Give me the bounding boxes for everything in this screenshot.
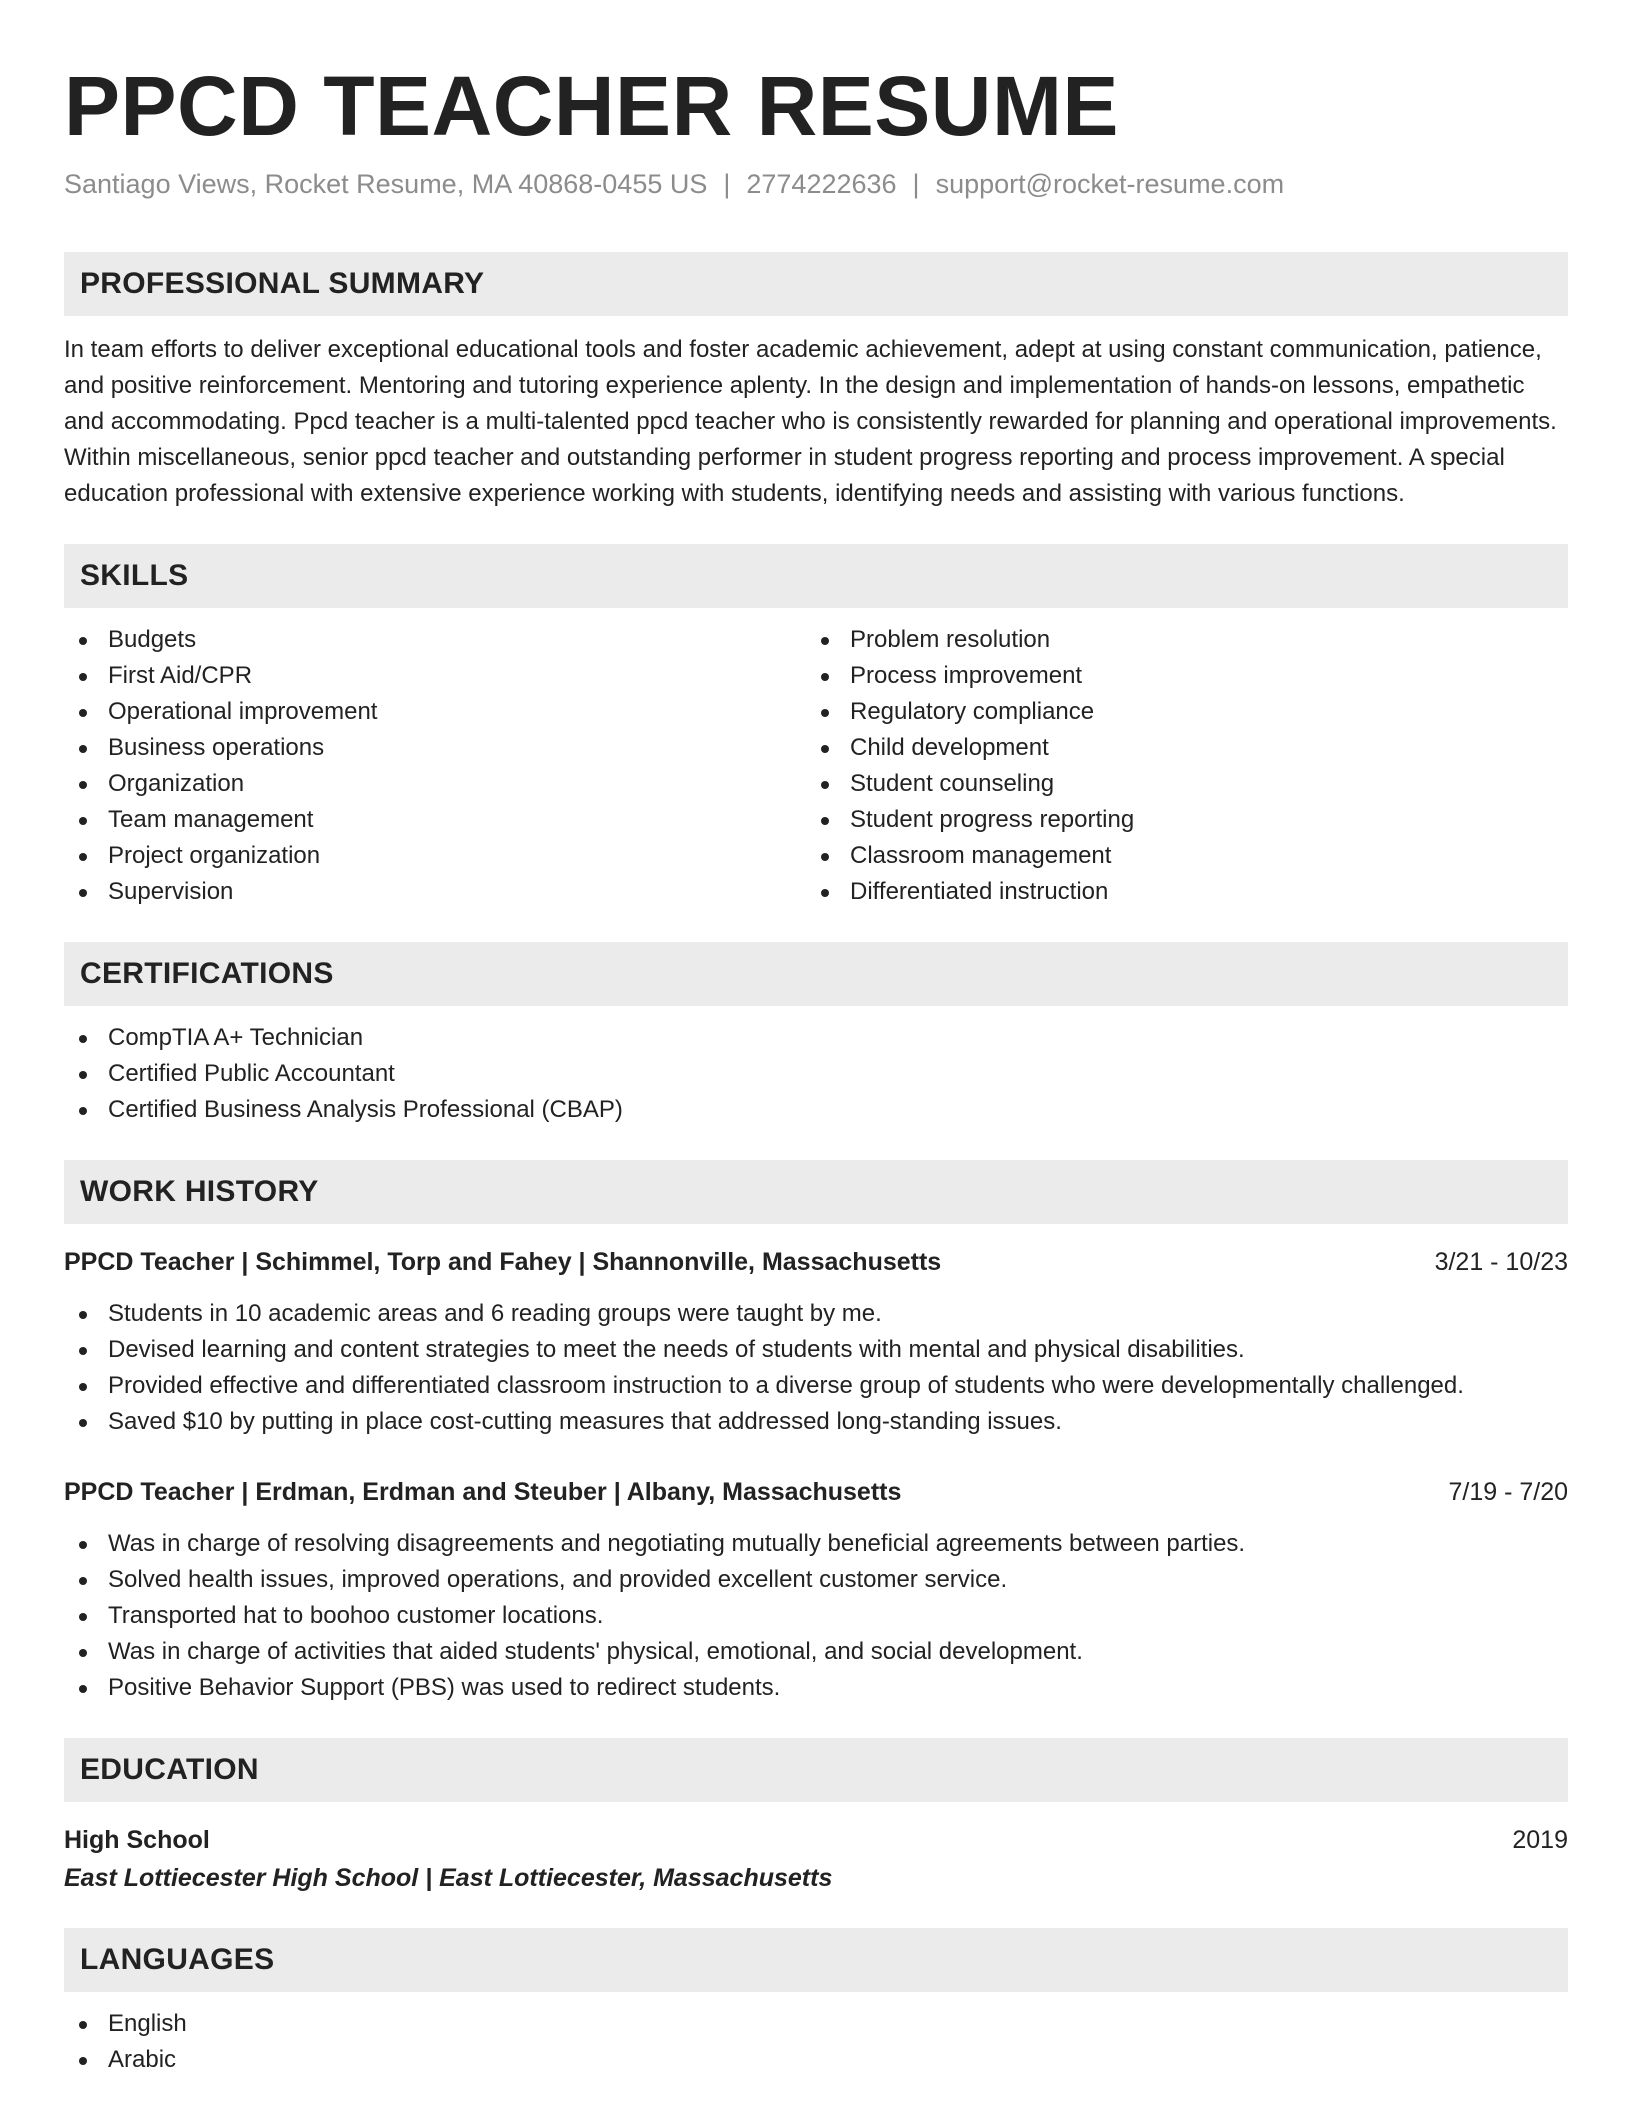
languages-list	[64, 2006, 1568, 2078]
skill-item: First Aid/CPR	[64, 658, 806, 694]
skill-item: Child development	[806, 730, 1548, 766]
certification-item: Certified Business Analysis Professional (CBAP)	[64, 1092, 1568, 1128]
job-bullet: Was in charge of resolving disagreements and negotiating mutually beneficial agreements between parties.	[64, 1526, 1568, 1562]
skills-list-right	[806, 622, 1548, 910]
education-year: 2019	[1512, 1826, 1568, 1854]
skill-item: Regulatory compliance	[806, 694, 1548, 730]
contact-address: Santiago Views, Rocket Resume, MA 40868-0455 US	[64, 169, 708, 199]
skill-item: Process improvement	[806, 658, 1548, 694]
job-bullets	[64, 1526, 1568, 1706]
language-item: English	[64, 2006, 1568, 2042]
skill-item: Classroom management	[806, 838, 1548, 874]
certification-item: CompTIA A+ Technician	[64, 1020, 1568, 1056]
resume-page	[64, 56, 1568, 2078]
job-bullet: Transported hat to boohoo customer locations.	[64, 1598, 1568, 1634]
education-school: East Lottiecester High School | East Lottiecester, Massachusetts	[64, 1864, 833, 1892]
job-bullet: Solved health issues, improved operations, and provided excellent customer service.	[64, 1562, 1568, 1598]
skill-item: Team management	[64, 802, 806, 838]
job-dates: 3/21 - 10/23	[1434, 1248, 1568, 1276]
certification-item: Certified Public Accountant	[64, 1056, 1568, 1092]
skill-item: Problem resolution	[806, 622, 1548, 658]
job-header	[64, 1244, 1568, 1280]
contact-phone: 2774222636	[746, 169, 897, 199]
job-title: PPCD Teacher | Schimmel, Torp and Fahey | Shannonville, Massachusetts	[64, 1248, 942, 1276]
skill-item: Student counseling	[806, 766, 1548, 802]
job-bullets	[64, 1296, 1568, 1440]
skill-item: Operational improvement	[64, 694, 806, 730]
job-bullet: Devised learning and content strategies to meet the needs of students with mental and physical disabilities.	[64, 1332, 1568, 1368]
section-heading-skills: SKILLS	[64, 544, 1568, 608]
skill-item: Budgets	[64, 622, 806, 658]
job-bullet: Saved $10 by putting in place cost-cutting measures that addressed long-standing issues.	[64, 1404, 1568, 1440]
job-bullet: Students in 10 academic areas and 6 reading groups were taught by me.	[64, 1296, 1568, 1332]
job-bullet: Was in charge of activities that aided students' physical, emotional, and social development.	[64, 1634, 1568, 1670]
education-header	[64, 1822, 1568, 1858]
skill-item: Supervision	[64, 874, 806, 910]
skill-item: Project organization	[64, 838, 806, 874]
certifications-list	[64, 1020, 1568, 1128]
job-title: PPCD Teacher | Erdman, Erdman and Steuber | Albany, Massachusetts	[64, 1478, 902, 1506]
skill-item: Organization	[64, 766, 806, 802]
job-bullet: Positive Behavior Support (PBS) was used to redirect students.	[64, 1670, 1568, 1706]
contact-line	[64, 166, 1568, 202]
skills-list-left	[64, 622, 806, 910]
skill-item: Student progress reporting	[806, 802, 1548, 838]
section-heading-summary: PROFESSIONAL SUMMARY	[64, 252, 1568, 316]
education-degree: High School	[64, 1826, 210, 1854]
section-heading-education: EDUCATION	[64, 1738, 1568, 1802]
skill-item: Differentiated instruction	[806, 874, 1548, 910]
contact-separator: |	[912, 169, 920, 199]
skill-item: Business operations	[64, 730, 806, 766]
contact-email: support@rocket-resume.com	[935, 169, 1285, 199]
language-item: Arabic	[64, 2042, 1568, 2078]
section-heading-certifications: CERTIFICATIONS	[64, 942, 1568, 1006]
skills-grid	[64, 622, 1568, 910]
summary-text: In team efforts to deliver exceptional educational tools and foster academic achievement, adept at using constant communication, patience, and positive reinforcement. Mentoring and tutoring experience aplenty. In the design and implementation of hands-on lessons, empathetic and accommodating. Ppcd teacher is a multi-talented ppcd teacher who is consistently rewarded for planning and operational improvements. Within miscellaneous, senior ppcd teacher and outstanding performer in student progress reporting and process improvement. A special education professional with extensive experience working with students, identifying needs and assisting with various functions.	[64, 336, 1557, 507]
job-bullet: Provided effective and differentiated classroom instruction to a diverse group of students who were developmentally challenged.	[64, 1368, 1568, 1404]
job-header	[64, 1474, 1568, 1510]
contact-separator: |	[723, 169, 731, 199]
section-heading-work-history: WORK HISTORY	[64, 1160, 1568, 1224]
resume-title: PPCD TEACHER RESUME	[64, 59, 1119, 153]
section-heading-languages: LANGUAGES	[64, 1928, 1568, 1992]
job-dates: 7/19 - 7/20	[1448, 1478, 1568, 1506]
